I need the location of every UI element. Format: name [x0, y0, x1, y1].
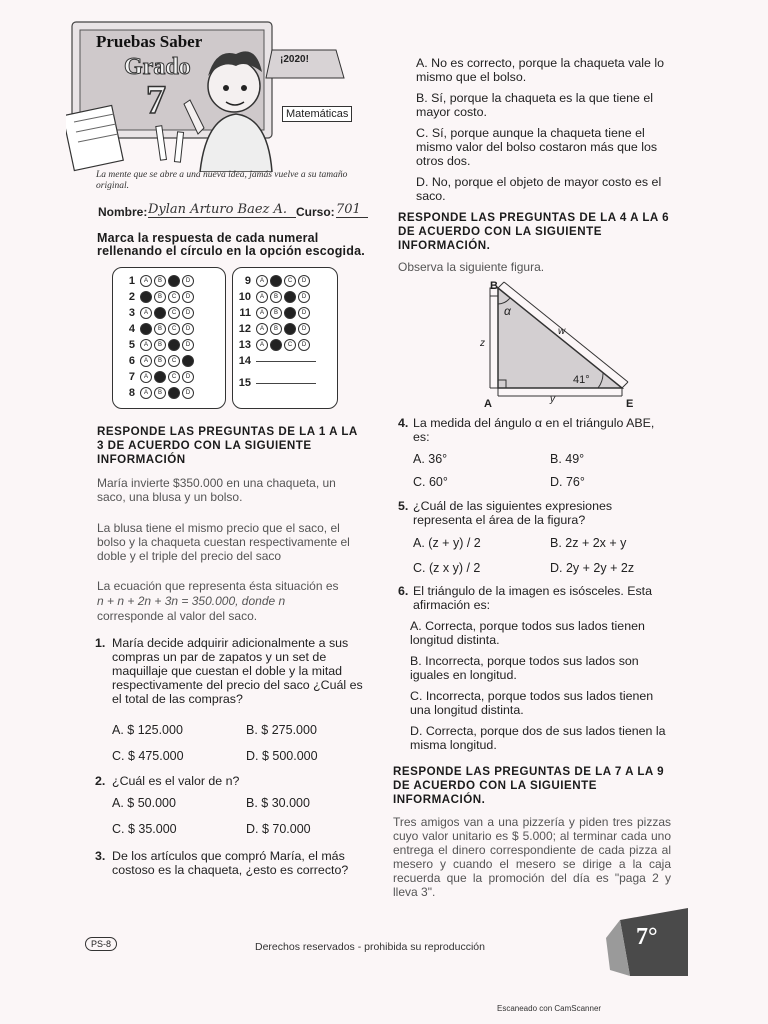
subject-label: Matemáticas [282, 106, 352, 122]
section3-header: RESPONDE LAS PREGUNTAS DE LA 7 A LA 9 DE ACUERDO CON LA SIGUIENTE INFORMACIÓN. [393, 765, 665, 806]
answer-row [231, 322, 312, 336]
answer-row [231, 274, 312, 288]
q5-number: 5. [398, 499, 409, 513]
q1-option-c[interactable]: C. $ 475.000 [112, 749, 184, 763]
q5-option-a[interactable]: A. (z + y) / 2 [413, 536, 481, 550]
answer-bubble-b[interactable]: B [270, 323, 282, 335]
answer-bubble-d[interactable]: D [182, 371, 194, 383]
banner-title: Pruebas Saber [96, 32, 203, 51]
q4-number: 4. [398, 416, 409, 430]
answer-bubble-c[interactable]: C [168, 291, 180, 303]
q6-option-a[interactable]: A. Correcta, porque todos sus lados tienen longitud distinta. [410, 619, 645, 647]
q2-option-d[interactable]: D. $ 70.000 [246, 822, 311, 836]
answer-bubble-b[interactable]: B [154, 387, 166, 399]
answer-row-number: 11 [239, 307, 251, 319]
banner-grade-number: 7 [146, 77, 166, 122]
answer-bubble-d[interactable]: D [182, 307, 194, 319]
section2-observe: Observa la siguiente figura. [398, 260, 545, 274]
q2-number: 2. [95, 774, 106, 788]
answer-bubble-c[interactable]: C [284, 307, 296, 319]
answer-row-number: 1 [128, 275, 135, 287]
q4-option-b[interactable]: B. 49° [550, 452, 585, 466]
course-label: Curso: [296, 205, 335, 219]
answer-bubble-a[interactable]: A [140, 339, 152, 351]
answer-bubble-b[interactable]: B [154, 355, 166, 367]
answer-bubble-b[interactable]: B [270, 307, 282, 319]
answer-row [231, 306, 312, 320]
answer-bubble-c[interactable]: C [168, 307, 180, 319]
answer-bubble-d[interactable]: D [298, 307, 310, 319]
q1-number: 1. [95, 636, 106, 650]
q6-number: 6. [398, 584, 409, 598]
answer-row-blank [231, 376, 316, 390]
answer-bubble-a[interactable]: A [140, 355, 152, 367]
q3-option-a[interactable]: A. No es correcto, porque la chaqueta vale lo mismo que el bolso. [416, 56, 664, 84]
answer-row-number: 9 [244, 275, 251, 287]
answer-row-number: 3 [128, 307, 135, 319]
answer-bubble-b[interactable]: B [154, 371, 166, 383]
banner-logo: ¡2020! [280, 54, 309, 65]
banner-quote: La mente que se abre a una nueva idea, jamás vuelve a su tamaño original. [96, 170, 348, 191]
section1-p3a: La ecuación que representa ésta situación es [97, 579, 339, 593]
q5-option-d[interactable]: D. 2y + 2y + 2z [550, 561, 635, 575]
name-label: Nombre: [98, 205, 148, 219]
q4-option-a[interactable]: A. 36° [413, 452, 448, 466]
answer-row-number: 13 [238, 339, 251, 351]
section1-p2: La blusa tiene el mismo precio que el saco, el bolso y la chaqueta cuestan respectivamente el doble y el triple del precio del saco [97, 521, 350, 563]
answer-row [115, 370, 196, 384]
answer-bubble-c[interactable]: C [168, 371, 180, 383]
answer-row-number: 4 [128, 323, 135, 335]
answer-bubble-c[interactable]: C [168, 387, 180, 399]
answer-row [115, 322, 196, 336]
answer-bubble-d[interactable]: D [298, 339, 310, 351]
answer-bubble-d[interactable]: D [182, 339, 194, 351]
answer-bubble-d[interactable]: D [182, 275, 194, 287]
answer-bubble-a[interactable]: A [256, 275, 268, 287]
section1-p1: María invierte $350.000 en una chaqueta, un saco, una blusa y un bolso. [97, 476, 336, 504]
answer-bubble-c[interactable]: C [284, 339, 296, 351]
answer-row-number: 10 [238, 291, 251, 303]
q6-option-c[interactable]: C. Incorrecta, porque todos sus lados tienen una longitud distinta. [410, 689, 654, 717]
answer-row-number: 7 [128, 371, 135, 383]
name-field[interactable]: Dylan Arturo Baez A. [148, 202, 296, 218]
answer-bubble-a[interactable]: A [140, 275, 152, 287]
w-label: w [558, 326, 566, 337]
answer-row [115, 274, 196, 288]
answer-row-number: 5 [128, 339, 135, 351]
section3-p1: Tres amigos van a una pizzería y piden tres pizzas cuyo valor unitario es $ 5.000; al terminar cada uno entrega el dinero correspondiente de cada pizza al mesero y cuando el mesero se dirige a la caja recuerda que la promoción del día es "paga 2 y lleva 3". [393, 815, 671, 899]
answer-bubble-d[interactable]: D [298, 275, 310, 287]
answer-bubble-b[interactable]: B [154, 339, 166, 351]
answer-bubble-a[interactable]: A [256, 291, 268, 303]
q1-option-d[interactable]: D. $ 500.000 [246, 749, 318, 763]
answer-row-number: 15 [238, 377, 251, 389]
answer-bubble-a[interactable]: A [256, 323, 268, 335]
q4-text: La medida del ángulo α en el triángulo ABE, es: [413, 416, 655, 444]
answer-blank-line[interactable] [256, 382, 316, 384]
q2-text: ¿Cuál es el valor de n? [112, 774, 240, 788]
answer-bubble-a[interactable]: A [140, 387, 152, 399]
answer-bubble-c[interactable]: C [284, 323, 296, 335]
banner-grade-word: Grado [124, 54, 191, 80]
answer-bubble-d[interactable]: D [182, 323, 194, 335]
page-code: PS-8 [85, 937, 117, 951]
answer-sheet-left [112, 267, 226, 409]
answer-row-number: 2 [128, 291, 135, 303]
answer-bubble-a[interactable]: A [140, 291, 152, 303]
q3-text: De los artículos que compró María, el más costoso es la chaqueta, ¿esto es correcto? [112, 849, 349, 877]
answer-sheet-right [232, 267, 338, 409]
y-label: y [550, 394, 555, 405]
answer-bubble-c[interactable]: C [168, 339, 180, 351]
answer-bubble-a[interactable]: A [140, 371, 152, 383]
q6-option-d[interactable]: D. Correcta, porque dos de sus lados tienen la misma longitud. [410, 724, 666, 752]
q5-option-c[interactable]: C. (z x y) / 2 [413, 561, 481, 575]
q1-option-a[interactable]: A. $ 125.000 [112, 723, 183, 737]
answer-row-number: 8 [128, 387, 135, 399]
scanner-watermark: Escaneado con CamScanner [497, 1004, 602, 1013]
angle-label: 41° [573, 374, 590, 386]
answer-bubble-b[interactable]: B [154, 275, 166, 287]
answer-bubble-a[interactable]: A [140, 323, 152, 335]
vertex-e-label: E [626, 398, 634, 410]
vertex-a-label: A [484, 398, 492, 410]
q4-option-d[interactable]: D. 76° [550, 475, 585, 489]
q6-text: El triángulo de la imagen es isósceles. Esta afirmación es: [413, 584, 652, 612]
z-label: z [480, 338, 485, 349]
rights-notice: Derechos reservados - prohibida su reproducción [255, 941, 485, 953]
course-field[interactable]: 701 [336, 202, 368, 218]
vertex-b-label: B [490, 280, 498, 292]
q2-option-a[interactable]: A. $ 50.000 [112, 796, 176, 810]
q2-option-c[interactable]: C. $ 35.000 [112, 822, 177, 836]
triangle-figure [470, 276, 640, 414]
answer-bubble-a[interactable]: A [140, 307, 152, 319]
answer-bubble-a[interactable]: A [256, 339, 268, 351]
answer-bubble-c[interactable]: C [284, 275, 296, 287]
answer-row [115, 290, 196, 304]
q6-option-b[interactable]: B. Incorrecta, porque todos sus lados son iguales en longitud. [410, 654, 639, 682]
answer-bubble-d[interactable]: D [182, 291, 194, 303]
answer-row [231, 290, 312, 304]
section1-p3c: corresponde al valor del saco. [97, 609, 258, 623]
header-banner [66, 14, 368, 191]
answer-bubble-d[interactable]: D [298, 291, 310, 303]
answer-bubble-c[interactable]: C [168, 275, 180, 287]
answer-bubble-d[interactable]: D [182, 355, 194, 367]
q3-option-d[interactable]: D. No, porque el objeto de mayor costo es el saco. [416, 175, 662, 203]
answer-bubble-c[interactable]: C [168, 355, 180, 367]
q3-option-c[interactable]: C. Sí, porque aunque la chaqueta tiene el mismo valor del bolso costaron más que los otros dos. [416, 126, 658, 168]
answer-bubble-c[interactable]: C [284, 291, 296, 303]
section2-header: RESPONDE LAS PREGUNTAS DE LA 4 A LA 6 DE ACUERDO CON LA SIGUIENTE INFORMACIÓN. [398, 211, 670, 252]
q3-option-b[interactable]: B. Sí, porque la chaqueta es la que tiene el mayor costo. [416, 91, 653, 119]
answer-bubble-c[interactable]: C [168, 323, 180, 335]
answer-row [115, 306, 196, 320]
answer-row-number: 14 [238, 355, 251, 367]
section1-header: RESPONDE LAS PREGUNTAS DE LA 1 A LA 3 DE ACUERDO CON LA SIGUIENTE INFORMACIÓN [97, 425, 358, 466]
answer-row [115, 338, 196, 352]
answer-bubble-b[interactable]: B [154, 323, 166, 335]
q5-text: ¿Cuál de las siguientes expresiones representa el área de la figura? [413, 499, 613, 527]
answer-bubble-d[interactable]: D [298, 323, 310, 335]
answer-bubble-b[interactable]: B [154, 291, 166, 303]
answer-bubble-b[interactable]: B [270, 275, 282, 287]
instructions: Marca la respuesta de cada numeral rellenando el círculo en la opción escogida. [97, 231, 365, 258]
answer-row [115, 354, 196, 368]
answer-bubble-b[interactable]: B [154, 307, 166, 319]
section1-equation: n + n + 2n + 3n = 350.000, donde n [97, 594, 286, 608]
answer-bubble-a[interactable]: A [256, 307, 268, 319]
answer-bubble-b[interactable]: B [270, 291, 282, 303]
alpha-label: α [504, 304, 511, 318]
q4-option-c[interactable]: C. 60° [413, 475, 448, 489]
answer-row [231, 338, 312, 352]
answer-bubble-b[interactable]: B [270, 339, 282, 351]
q5-option-b[interactable]: B. 2z + 2x + y [550, 536, 627, 550]
q2-option-b[interactable]: B. $ 30.000 [246, 796, 310, 810]
answer-row [115, 386, 196, 400]
q3-number: 3. [95, 849, 106, 863]
q1-option-b[interactable]: B. $ 275.000 [246, 723, 317, 737]
answer-bubble-d[interactable]: D [182, 387, 194, 399]
q1-text: María decide adquirir adicionalmente a sus compras un par de zapatos y un set de maquillaje que cuestan el doble y la mitad respectivamente del precio del saco ¿Cuál es el total de las compras? [112, 636, 363, 706]
answer-blank-line[interactable] [256, 360, 316, 362]
grade-badge: 7° [636, 924, 658, 950]
answer-row-number: 6 [128, 355, 135, 367]
answer-row-blank [231, 354, 316, 368]
answer-row-number: 12 [238, 323, 251, 335]
